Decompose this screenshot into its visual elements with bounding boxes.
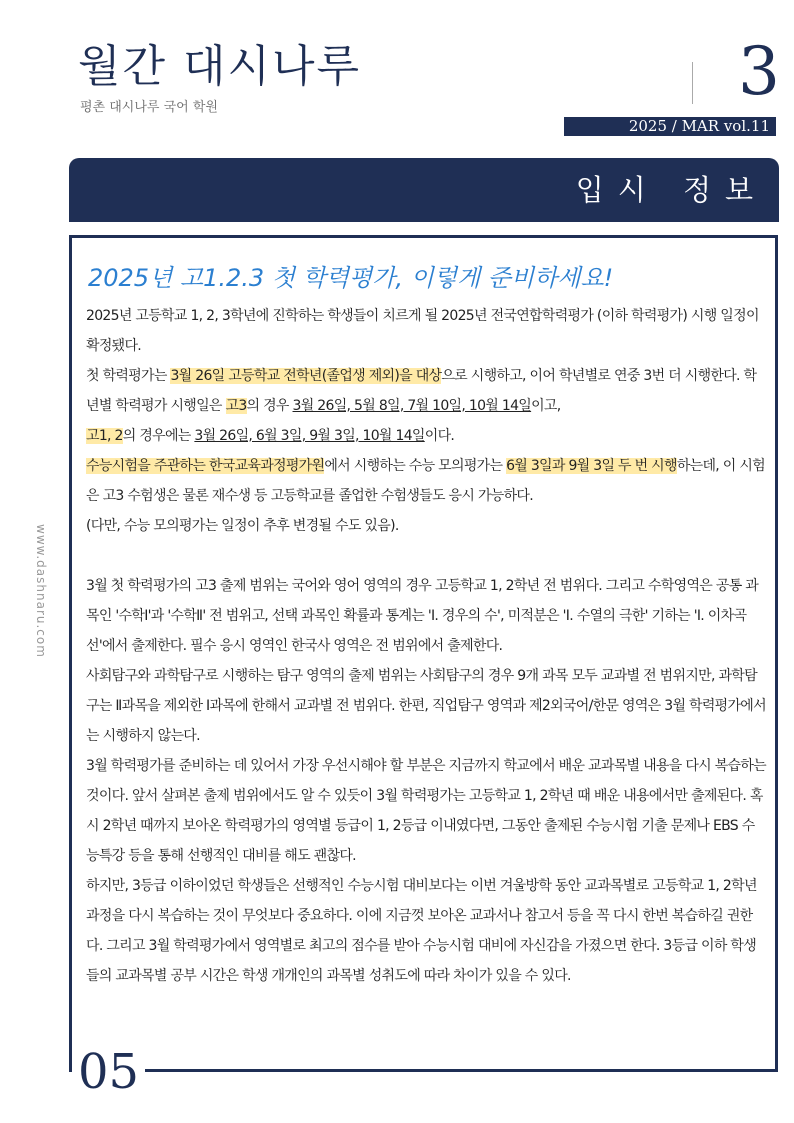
highlight: 고3 <box>225 398 247 414</box>
paragraph <box>86 361 766 451</box>
paragraph: 사회탐구와 과학탐구로 시행하는 탐구 영역의 출제 범위는 사회탐구의 경우 9개 과목 모두 교과별 전 범위지만, 과학탐구는 Ⅱ과목을 제외한 Ⅰ과목에 한해서 교과별 전 범위다. 한편, 직업탐구 영역과 제2외국어/한문 영역은 3월 학력평가에서는 시행하지 않는다. <box>86 668 766 744</box>
underline: 3월 26일, 6월 3일, 9월 3일, 10월 14일 <box>194 428 425 444</box>
paragraph: 하지만, 3등급 이하이었던 학생들은 선행적인 수능시험 대비보다는 이번 겨울방학 동안 교과목별로 고등학교 1, 2학년 과정을 다시 복습하는 것이 무엇보다 중요하다. 이에 지금껏 보아온 교과서나 참고서 등을 꼭 다시 한번 복습하길 권한다. 그리고 3월 학력평가에서 영역별로 최고의 점수를 받아 수능시험 대비에 자신감을 가졌으면 한다. 3등급 이하 학생들의 교과목별 공부 시간은 학생 개개인의 과목별 성취도에 따라 차이가 있을 수 있다. <box>86 878 757 984</box>
paragraph: 3월 첫 학력평가의 고3 출제 범위는 국어와 영어 영역의 경우 고등학교 1, 2학년 전 범위다. 그리고 수학영역은 공통 과목인 '수학Ⅰ'과 '수학Ⅱ' 전 범위고, 선택 과목인 확률과 통계는 'Ⅰ. 경우의 수', 미적분은 'Ⅰ. 수열의 극한' 기하는 'Ⅰ. 이차곡선'에서 출제한다. 필수 응시 영역인 한국사 영역은 전 범위에서 출제한다. <box>86 578 759 654</box>
paragraph: 3월 학력평가를 준비하는 데 있어서 가장 우선시해야 할 부분은 지금까지 학교에서 배운 교과목별 내용을 다시 복습하는 것이다. 앞서 살펴본 출제 범위에서도 알 수 있듯이 3월 학력평가는 고등학교 1, 2학년 때 배운 내용에서만 출제된다. 혹시 2학년 때까지 보아온 학력평가의 영역별 등급이 1, 2등급 이내였다면, 그동안 출제된 수능시험 기출 문제나 EBS 수능특강 등을 통해 선행적인 대비를 해도 괜찮다. <box>86 758 767 864</box>
text: 이다. <box>424 428 455 444</box>
issue-number: 3 <box>738 33 780 110</box>
text: 이고, <box>531 398 561 414</box>
text: 의 경우에는 <box>122 428 195 444</box>
text: 의 경우 <box>246 398 293 414</box>
issue-divider <box>692 62 693 104</box>
highlight: 6월 3일과 9월 3일 두 번 시행 <box>506 458 677 474</box>
issue-label: 2025 / MAR vol.11 <box>564 117 776 136</box>
magazine-title: 월간 대시나루 <box>78 41 362 92</box>
highlight: 수능시험을 주관하는 한국교육과정평가원 <box>86 458 325 474</box>
article-body <box>86 301 766 991</box>
text: 에서 시행하는 수능 모의평가는 <box>324 458 507 474</box>
magazine-subtitle: 평촌 대시나루 국어 학원 <box>80 100 218 115</box>
paragraph <box>86 451 766 511</box>
text: 하는데, 이 시험은 고3 수험생은 물론 재수생 등 고등학교를 졸업한 수험생들도 응시 가능하다. <box>86 458 766 504</box>
highlight: 고1, 2 <box>86 428 123 444</box>
text: 첫 학력평가는 <box>86 368 171 384</box>
paragraph: 2025년 고등학교 1, 2, 3학년에 진학하는 학생들이 치르게 될 2025년 전국연합학력평가 (이하 학력평가) 시행 일정이 확정됐다. <box>86 308 759 354</box>
text: 으로 시행하고, 이어 학년별로 연중 3번 더 시행한다. 학년별 학력평가 시행일은 <box>86 368 757 414</box>
highlight: 3월 26일 고등학교 전학년(졸업생 제외)을 대상 <box>170 368 442 384</box>
paragraph: (다만, 수능 모의평가는 일정이 추후 변경될 수도 있음). <box>86 518 399 534</box>
article-title: 2025년 고1.2.3 첫 학력평가, 이렇게 준비하세요! <box>88 264 614 292</box>
side-url: www.dashnaru.com <box>34 524 48 658</box>
page-number: 05 <box>72 1042 145 1102</box>
section-title: 입시 정보 <box>575 173 767 207</box>
underline: 3월 26일, 5월 8일, 7월 10일, 10월 14일 <box>292 398 532 414</box>
section-banner <box>69 158 779 222</box>
